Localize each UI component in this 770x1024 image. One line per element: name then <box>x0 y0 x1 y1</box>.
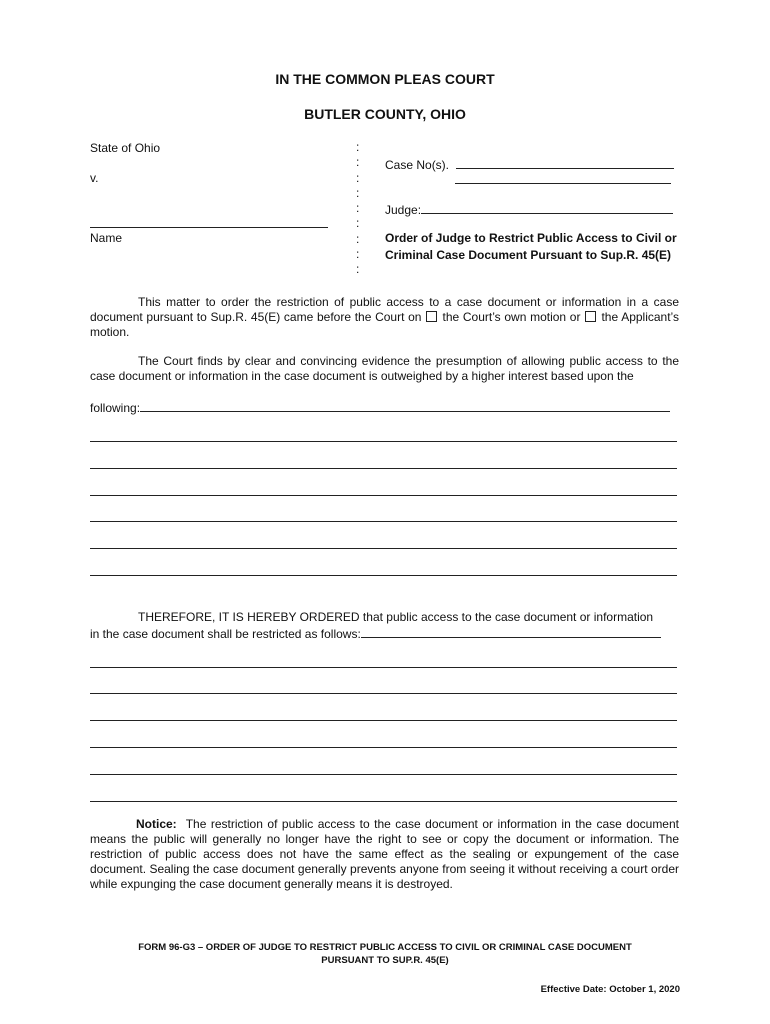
judge-row <box>385 201 673 217</box>
notice-paragraph <box>90 817 679 892</box>
order-paragraph-line1: THEREFORE, IT IS HEREBY ORDERED that public access to the case document or information <box>138 610 654 624</box>
judge-label: Judge: <box>385 203 422 217</box>
findings-input-1[interactable] <box>90 441 677 442</box>
restricted-as-follows-label: in the case document shall be restricted as follows: <box>90 627 361 641</box>
county-title: BUTLER COUNTY, OHIO <box>304 106 466 122</box>
plaintiff-label: State of Ohio <box>90 141 161 155</box>
court-motion-checkbox[interactable] <box>426 311 437 322</box>
restriction-input-0[interactable] <box>361 625 661 638</box>
findings-following-row <box>90 399 670 415</box>
effective-date: Effective Date: October 1, 2020 <box>540 984 680 995</box>
order-paragraph-line2 <box>90 625 661 641</box>
case-number-input-2[interactable] <box>455 183 671 184</box>
findings-input-2[interactable] <box>90 468 677 469</box>
judge-input[interactable] <box>421 201 673 214</box>
case-number-label: Case No(s). <box>385 158 450 172</box>
findings-input-0[interactable] <box>140 399 670 412</box>
findings-input-6[interactable] <box>90 575 677 576</box>
name-label: Name <box>90 231 123 245</box>
court-title: IN THE COMMON PLEAS COURT <box>275 71 495 87</box>
caption-divider: : : : : : : : : : <box>356 140 360 277</box>
restriction-input-5[interactable] <box>90 774 677 775</box>
paragraph-motion <box>90 295 679 340</box>
applicant-motion-label: the Applicant’s motion. <box>90 310 680 339</box>
restriction-input-3[interactable] <box>90 720 677 721</box>
restriction-input-6[interactable] <box>90 801 677 802</box>
restriction-input-1[interactable] <box>90 667 677 668</box>
notice-text: The restriction of public access to the case document or information in the case document means the public will generally no longer have the right to see or copy the document or information. The restriction of public access does not have the same effect as the sealing or expungement of the case document. Sealing the case document generally prevents anyone from seeing it without receiving a court order while expunging the case document generally means it is destroyed. <box>90 817 679 891</box>
form-footer-line1: FORM 96-G3 – ORDER OF JUDGE TO RESTRICT PUBLIC ACCESS TO CIVIL OR CRIMINAL CASE DOCUMENT <box>138 942 632 953</box>
versus-label: v. <box>90 171 99 185</box>
court-motion-label: the Court’s own motion or <box>442 310 581 324</box>
order-title: Order of Judge to Restrict Public Access to Civil or Criminal Case Document Pursuant to Sup.R. 45(E) <box>385 231 677 262</box>
applicant-motion-checkbox[interactable] <box>585 311 596 322</box>
notice-label: Notice: <box>136 817 177 831</box>
motion-intro: This matter to order the restriction of public access to a case document or information in a case document pursuant to Sup.R. 45(E) came before the Court on <box>90 295 679 324</box>
restriction-input-2[interactable] <box>90 693 677 694</box>
form-footer-line2: PURSUANT TO SUP.R. 45(E) <box>321 955 449 966</box>
case-number-row <box>385 156 674 172</box>
name-input[interactable] <box>90 227 328 228</box>
findings-input-5[interactable] <box>90 548 677 549</box>
paragraph-findings: The Court finds by clear and convincing evidence the presumption of allowing public access to the case document or information in the case document is outweighed by a higher interest based upon the <box>90 354 679 383</box>
restriction-input-4[interactable] <box>90 747 677 748</box>
findings-input-4[interactable] <box>90 521 677 522</box>
case-number-input-1[interactable] <box>456 156 674 169</box>
following-label: following: <box>90 401 141 415</box>
findings-input-3[interactable] <box>90 495 677 496</box>
